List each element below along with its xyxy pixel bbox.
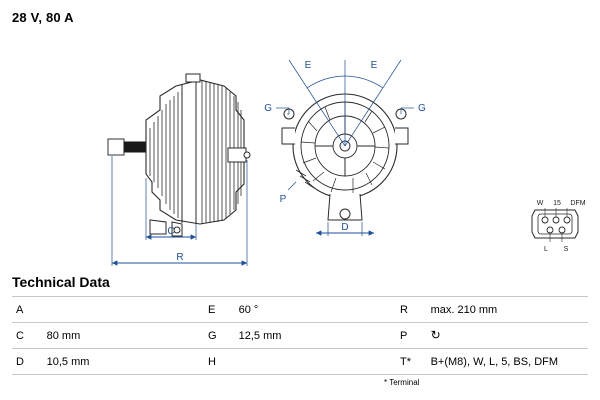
page-title: 28 V, 80 A (12, 10, 74, 25)
rotation-direction-icon: ↻ (430, 328, 441, 342)
row-value-t: B+(M8), W, L, 5, BS, DFM (427, 349, 588, 375)
row-value-p (427, 323, 588, 349)
svg-text:R: R (176, 252, 184, 263)
front-view-drawing (264, 60, 426, 236)
connector-label-dfm: DFM (570, 200, 586, 207)
technical-data-heading: Technical Data (12, 274, 110, 290)
row-key-e: E (204, 297, 235, 323)
technical-data-table (12, 296, 588, 375)
dimension-d (316, 222, 374, 236)
row-key-a: A (12, 297, 43, 323)
label-g-left: G (264, 103, 272, 114)
svg-text:C: C (167, 226, 175, 237)
label-g-right: G (418, 103, 426, 114)
row-key-r: R (396, 297, 427, 323)
row-value-h (235, 349, 396, 375)
row-key-p: P (396, 323, 427, 349)
row-key-h: H (204, 349, 235, 375)
row-key-d: D (12, 349, 43, 375)
side-view-drawing (108, 74, 250, 266)
row-key-t: T* (396, 349, 427, 375)
label-p: P (279, 194, 287, 205)
connector-label-s: S (563, 246, 569, 253)
connector-label-15: 15 (553, 200, 561, 207)
figure-area (0, 24, 600, 272)
row-value-e: 60 ° (235, 297, 396, 323)
row-value-r: max. 210 mm (427, 297, 588, 323)
row-key-c: C (12, 323, 43, 349)
row-key-g: G (204, 323, 235, 349)
connector-label-w: W (536, 200, 544, 207)
table-row (12, 323, 588, 349)
row-value-g: 12,5 mm (235, 323, 396, 349)
label-e-left: E (304, 60, 312, 71)
table-row (12, 349, 588, 375)
svg-text:D: D (341, 222, 349, 233)
dimension-r (112, 252, 247, 263)
row-value-d: 10,5 mm (43, 349, 204, 375)
connector-drawing (532, 200, 586, 253)
table-row (12, 297, 588, 323)
row-value-c: 80 mm (43, 323, 204, 349)
row-value-a (43, 297, 204, 323)
terminal-footnote: * Terminal (384, 378, 420, 387)
alternator-drawings (0, 24, 600, 272)
connector-label-l: L (544, 246, 548, 253)
label-e-right: E (370, 60, 378, 71)
